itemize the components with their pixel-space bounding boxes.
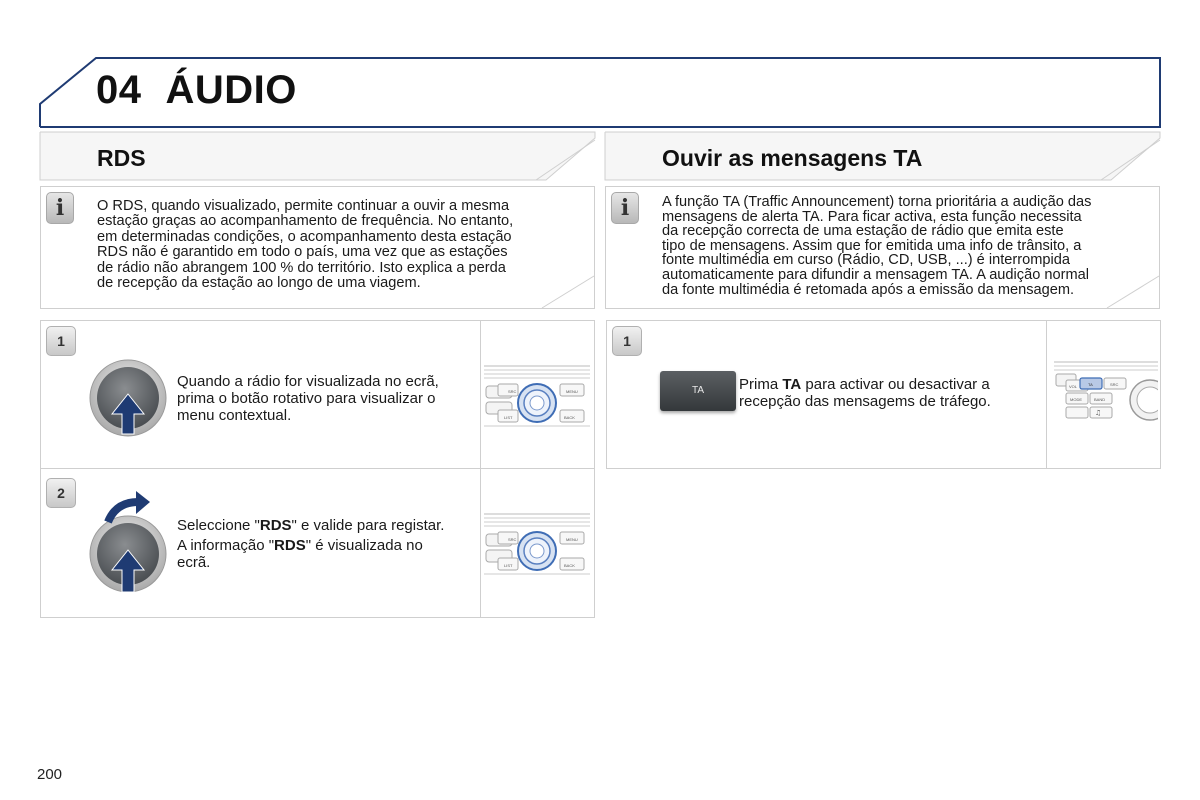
radio-panel-image [482, 508, 592, 578]
panel-label-mode: MODE [1070, 397, 1082, 402]
ta-button: TA [660, 371, 736, 411]
panel-label-back: BACK [564, 415, 575, 420]
step-2-text: Seleccione "RDS" e valide para registar. A informação "RDS" é visualizada no ecrã. [177, 517, 445, 571]
step-badge: 1 [612, 326, 642, 356]
panel-label-src: SRC [1110, 382, 1119, 387]
panel-label-menu: MENU [566, 389, 578, 394]
panel-label-list: LIST [504, 563, 513, 568]
rds-info-text: O RDS, quando visualizado, permite continuar a ouvir a mesma estação graças ao acompanhamento de frequência. No entanto, em determinadas condições, o acompanhamento desta estação RDS não é garantido em todo o país, uma vez que as estações de rádio não abrangem 100 % do território. Isto explica a perda de recepção da estação ao longo de uma viagem. [97, 198, 514, 292]
page-number: 200 [37, 766, 63, 783]
section-title-rds: RDS [97, 145, 146, 171]
radio-panel-ta-image [1050, 356, 1158, 430]
panel-label-src: SRC [508, 389, 517, 394]
ta-step-text: Prima TA para activar ou desactivar a recepção das mensagems de tráfego. [739, 376, 991, 410]
svg-text:♫: ♫ [1095, 409, 1102, 417]
panel-label-vol: VOL [1069, 384, 1078, 389]
rotary-knob-press-icon [82, 352, 174, 444]
panel-label-list: LIST [504, 415, 513, 420]
info-icon: i [46, 192, 74, 224]
chapter-number: 04 [96, 68, 142, 112]
panel-label-band: BAND [1094, 397, 1106, 402]
panel-label-src: SRC [508, 537, 517, 542]
panel-label-ta: TA [1088, 382, 1093, 387]
step-1-text: Quando a rádio for visualizada no ecrã, prima o botão rotativo para visualizar o menu contextual. [177, 373, 439, 424]
ta-info-text: A função TA (Traffic Announcement) torna prioritária a audição das mensagens de alerta TA. Para ficar activa, esta função necessita da recepção correcta de uma estação de rádio que emita este tipo de mensagens. Assim que for emitida uma info de trânsito, a fonte multimédia em curso (Rádio, CD, USB, ...) é interrompida automaticamente para difundir a mensagem TA. A audição normal da fonte multimédia é retomada após a emissão da mensagem. [662, 194, 1092, 298]
chapter-name: ÁUDIO [165, 68, 297, 112]
panel-label-menu: MENU [566, 537, 578, 542]
radio-panel-image [482, 360, 592, 430]
section-title-ta: Ouvir as mensagens TA [662, 145, 923, 171]
panel-label-back: BACK [564, 563, 575, 568]
info-icon: i [611, 192, 639, 224]
rotary-knob-turn-icon [82, 488, 182, 598]
step-badge: 1 [46, 326, 76, 356]
step-badge: 2 [46, 478, 76, 508]
